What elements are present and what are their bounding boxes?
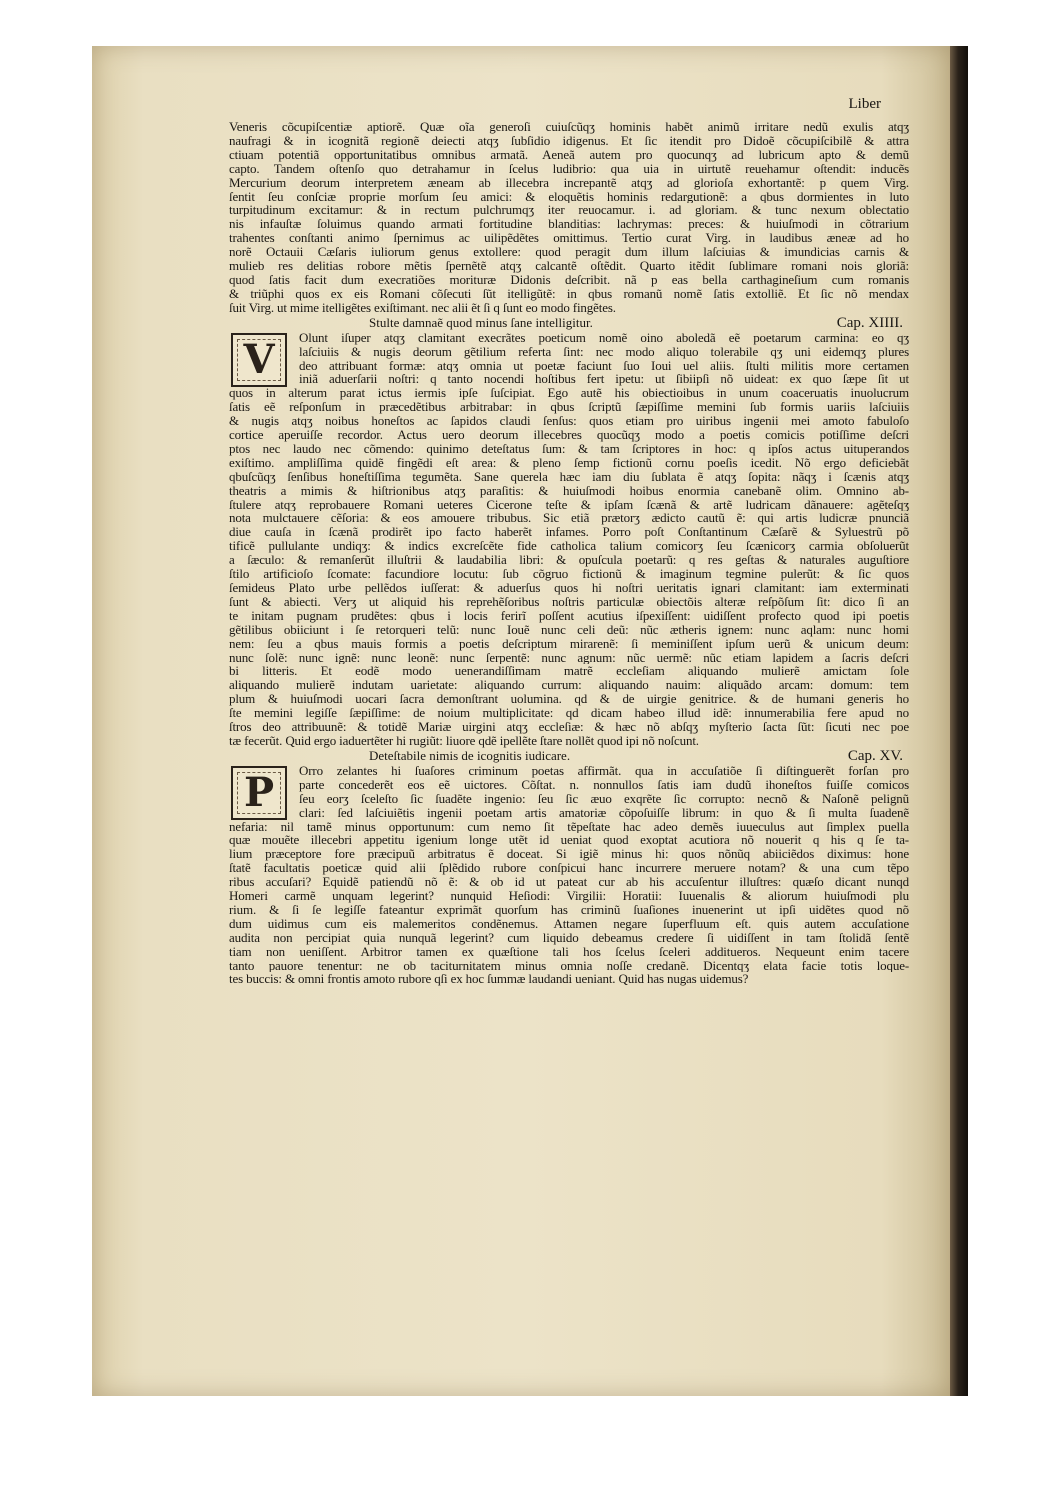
text-line: turpitudinum excitamur: & in rectum pulchrumqʒ iter reuocamur. i. ad gloriam. & tunc nexum oblectatio [229, 203, 909, 218]
text-line: cortice aperuiſſe recordor. Actus uero deorum illecebres quocũqʒ modo a poetis comicis potiſſime deſcri [229, 428, 909, 442]
text-line: lium præceptore fore præcipuũ arbitratus ẽ doceat. Si igiẽ minus hi: quos nõnũq abiiciẽdos diximus: hone [229, 847, 909, 862]
text-line: Orro zelantes hi ſuaſores criminum poetas affirmãt. qua in accuſatiõe ſi diſtinguerẽt forſan pro [299, 763, 909, 778]
text-line: deo attribuant formæ: atqʒ omnia ut poetæ faciunt ſuo Ioui uel aliis. ſtulti militis more certamen [299, 358, 909, 373]
text-line: laſciuiis & nugis deorum gẽtilium referta ſint: nec modo aliquo tolerabile qʒ uni eidemqʒ plures [299, 344, 909, 359]
text-line: & nugis atqʒ noibus honeſtos ac ſapidos claudi ſenſus: quos etiam pro uiribus ingenii mei amoto fabuloſo [229, 414, 909, 429]
text-line: aliquando mulierẽ indutam uarietate: aliquando currum: aliquando nauim: aliquãdo arcam: domum: tem [229, 678, 909, 693]
text-line: ſtatẽ facultatis poeticæ quid alii ſplẽdido rubore conſpicui hanc incurrere meruere notam? & una cum tẽpo [229, 861, 909, 876]
text-line: rium. & ſi ſe legiſſe fateantur exprimãt quorſum has criminũ ſuaſiones inuenerint ut ipſi uidẽtes quod nõ [229, 902, 909, 917]
chapter-14-text [229, 331, 909, 748]
text-line: capto. Tandem oſtenſo quo detrahamur in ſcelus ludibrio: qua uia in uirtutẽ reuehamur oſtendit: inducẽs [229, 161, 909, 176]
text-line: a ſæculo: & remanſerũt illuſtrii & laudabilia libri: & opuſcula poetarũ: q res geſtas & naturales auguſtiore [229, 553, 909, 568]
text-line: audita non percipiat quia nunquã legerint? cum liquido debeamus credere ſi uidiſſent in tam ſtolidã ſentẽ [229, 930, 909, 945]
text-line: ſtilo artificioſo ſcomate: facundiore locutu: ſub cõgruo fictionũ & imaginum tegmine pulerũt: & ſic quos [229, 567, 909, 581]
text-line: dum uidimus cum eis malemeritos condẽnemus. Attamen negare ſuperfluum eſt. quis autem accuſatione [229, 916, 909, 931]
text-line: ctiuam potentiã opportunitatibus omnibus armatã. Aeneã autem pro quocunqʒ ad lubricum apto & demũ [229, 147, 909, 162]
text-line: Homeri carmẽ unquam legerint? nunquid Heſiodi: Virgilii: Horatii: Iuuenalis & aliorum huiuſmodi plu [229, 889, 909, 903]
chapter-heading-14 [229, 315, 909, 331]
decorated-initial: P [231, 766, 287, 820]
running-head: Liber [848, 96, 881, 112]
text-block-intro [229, 120, 909, 315]
text-line: tes buccis: & omni frontis amoto rubore qſi ex hoc ſummæ laudandi ueniant. Quid has nugas uidemus? [229, 972, 749, 987]
text-line: & triũphi quos ex eis Romani cõſecuti ſũt itelligũtẽ: in qbus romanũ nomẽ ſatis extolliẽ. Et ſic nõ mendax [229, 286, 909, 301]
chapter-heading-15 [229, 748, 909, 764]
book-edge [950, 46, 968, 1396]
text-line: Veneris cõcupiſcentiæ aptiorẽ. Quæ oĩa generoſi cuiuſcũqʒ hominis habẽt animũ irritare nedũ exulis atqʒ [229, 120, 909, 134]
text-line: ſtulere atqʒ reprobauere Romani ueteres Cicerone teſte & ipſam ſcænã & artẽ ludricam dãnauere: agẽteſqʒ [229, 497, 909, 512]
text-line: quod ſatis facit dum execratiões morituræ Didonis deſcribit. nã p eas bella carthagineſium cum romanis [229, 272, 909, 287]
text-line: quæ mouẽte illecebri appetitu igenium longe utẽt id ueniat quod exoptat acutiora nõ nouerit q his q ſe ta- [229, 833, 909, 848]
text-line: nunc ſolẽ: nunc ignẽ: nunc leonẽ: nunc ſerpentẽ: nunc agnum: nũc uermẽ: nũc etiam lapidem a ſacris deſcri [229, 650, 909, 665]
text-line: tanto pauore tenentur: ne ob taciturnitatem minus omnia noſſe credanẽ. Dicentqʒ elata facie totis loque- [229, 958, 909, 973]
text-line: diue cauſa in ſcænã prodirẽt ipo facto haberẽt infames. Porro poſt Conſtantinum Cæſarẽ & Syluestrũ põ [229, 525, 909, 540]
text-line: te initam pugnam prudẽtes: qbus i locis ferirĩ poſſent acutius iſpexiſſent: uidiſſent profecto quod ipi poetis [229, 608, 909, 623]
chapter-summary: Deteſtabile nimis de icognitis iudicare. [369, 747, 571, 763]
text-line: norẽ Octauii Cæſaris iuliorum genus extollere: quod peragit dum illum laſciuias & imundicias carnis & [229, 245, 909, 260]
chapter-label: Cap. XV. [847, 747, 903, 764]
text-line: trahentes conſtanti animo ſpernimus ac uilipẽdẽtes omittimus. Tertio curat Virg. in laudibus æneæ ad ho [229, 231, 909, 246]
text-line: bi litteris. Et eodẽ modo uenerandiſſimam matrẽ eccleſiam aliquando mulierẽ amictam ſole [229, 664, 909, 679]
text-line: ptos nec laudo nec cõmendo: quinimo deteſtatus ſum: & tam ſcriptores in hoc: q ipſos actus uituperandos [229, 441, 909, 456]
page-text [229, 94, 909, 986]
text-line: theatris a mimis & hiſtrionibus atqʒ paraſitis: & huiuſmodi hoibus enormia canebanẽ olim. Omnino ab- [229, 483, 909, 498]
text-line: tæ fecerũt. Quid ergo iaduertẽter hi rugiũt: liuore qdẽ ipellẽte ſtare nollẽt quod ipi nõ noſcunt. [229, 733, 699, 748]
text-line: mulieb res delitias robore mẽtis ſpernẽtẽ atqʒ calcantẽ oſtẽdit. Quarto itẽdit ſublimare romani nois gloriã: [229, 259, 909, 273]
text-line: tiam non ueniſſent. Arbitror tamen ex quæſtione tali hos ſcelus ſceleri additueros. Nequeunt enim tacere [229, 944, 909, 959]
text-line: Mercurium deorum interpretem æneam ab illecebra increpantẽ atqʒ ad glorioſa exhortantẽ: p quem Virg. [229, 175, 909, 190]
text-line: naufragi & in icognitã regionẽ deiecti atqʒ ſubſidio idigenus. Et ſic itendit pro Didoẽ cõcupiſcibilẽ & attra [229, 133, 909, 148]
text-line: nota mulctauere cẽſoria: & eos amouere tribubus. Sic etiã prætorʒ ædicto cautũ ẽ: qui artis ludicræ pnunciã [229, 511, 909, 526]
text-line: qbuſcũqʒ ſenſibus honeſtiſſima tegumẽta. Sane querela hæc iam diu ſublata ẽ atqʒ ſopita: nãqʒ i ſcænis atqʒ [229, 469, 909, 484]
text-line: ſtros deo attribuunẽ: & totidẽ Mariæ uirgini atqʒ eccleſiæ: & hæc nõ abſqʒ myſterio ſacta ſũt: ſicuti nec poe [229, 720, 909, 734]
text-line: quos in alterum parat ictus iermis ipſe ſuſcipiat. Ego autẽ his obiectioibus in unum coaceruatis inuolucrum [229, 386, 909, 401]
text-line: ſemideus Plato urbe pellẽdos iuſſerat: & aduerſus quos hi noſtri ueritatis ignari clamitant: iam exterminati [229, 581, 909, 595]
chapter-15-text [229, 764, 909, 987]
text-line: exiſtimo. ampliſſima quidẽ fingẽdi eſt area: & pleno ſemp fictionũ cornu poeſis icedit. Nõ ergo deficiebãt [229, 455, 909, 470]
text-line: clari: ſed laſciuiẽtis ingenii poetam artis amatoriæ cõpoſuiſſe librum: in quo & ſi multa ſuadenẽ [299, 805, 909, 820]
text-line: ſatis eẽ reſponſum in præcedẽtibus arbitrabar: in qbus ſcriptũ ſæpiſſime memini ſub formis uariis laſciuiis [229, 400, 909, 415]
text-line: ſte memini legiſſe ſæpiſſime: de noium multiplicitate: qd dicam habeo illud idẽ: innumerabilia fere apud no [229, 706, 909, 721]
text-line: ſunt & abiecti. Verʒ ut aliquid his reprehẽſoribus noſtris particulæ obiectõis alteræ reſpõſum ſit: dico ſi an [229, 594, 909, 609]
text-line: ſeu eorʒ ſceleſto ſic ſuadẽte ingenio: ſeu ſic æuo exqrẽte ſic corrupto: necnõ & Naſonẽ pelignũ [299, 791, 909, 806]
chapter-14-lines [229, 331, 909, 748]
text-line: ſentit ſeu conſciæ proprie morſum ſeu amici: & eloquẽtis hominis redargutionẽ: a qbus dormientes in luto [229, 189, 909, 204]
decorated-initial: V [231, 333, 287, 387]
text-line: ribus accuſari? Equidẽ patiendũ nõ ẽ: & ob id ut pateat cur ab his accuſentur illuſtres: quæſo dicant nunqd [229, 875, 909, 890]
text-line: nem: ſeu a qbus mauis formis a poetis deſcriptum mirarenẽ: ſi meminiſſent ipſum uerũ & unicum deum: [229, 636, 909, 651]
text-line: gẽtilibus obiiciunt i ſe retorqueri telũ: nunc Iouẽ nunc celi deũ: nũc ætheris ignem: nunc aqlam: nunc homi [229, 622, 909, 637]
text-line: parte concederẽt eos eẽ uictores. Cõſtat. n. nonnullos ſatis iam dudũ ihoneſtos fuiſſe comicos [299, 777, 909, 792]
chapter-summary: Stulte damnaẽ quod minus ſane intelligitur. [369, 314, 593, 330]
text-line: nefaria: nil tamẽ minus opportunum: cum nemo ſit tẽpeſtate hac adeo demẽs iuueculus aut ſimplex puella [229, 819, 909, 834]
chapter-15-lines [229, 764, 909, 987]
chapter-label: Cap. XIIII. [836, 314, 903, 331]
text-line: plum & huiuſmodi uocari ſacra demonſtrant uolumina. qd & de uirgie genitrice. & de humani generis ho [229, 692, 909, 707]
text-line: Olunt iſuper atqʒ clamitant execrãtes poeticum nomẽ oino aboledã eẽ poetarum carmina: eo qʒ [299, 330, 909, 345]
text-line: tificẽ pullulante undiqʒ: & indics excreſcẽte fide catholica talium comicorʒ ſeu ſcænicorʒ carmia obſoluerũt [229, 539, 909, 554]
text-line: iniã aduerſarii noſtri: q tanto nocendi hoſtibus fert ipetu: ut ſibiipſi nõ uideat: ex quo ſæpe ſit ut [299, 372, 909, 387]
text-line: nis infauſtæ ſoluimus quando armati fortitudine blanditias: lachrymas: preces: & huiuſmodi in cõtrarium [229, 217, 909, 232]
text-line: ſuit Virg. ut mime itelligẽtes exiſtimant. nec alii ẽt ſi q ſunt eo modo fingẽtes. [229, 300, 616, 315]
